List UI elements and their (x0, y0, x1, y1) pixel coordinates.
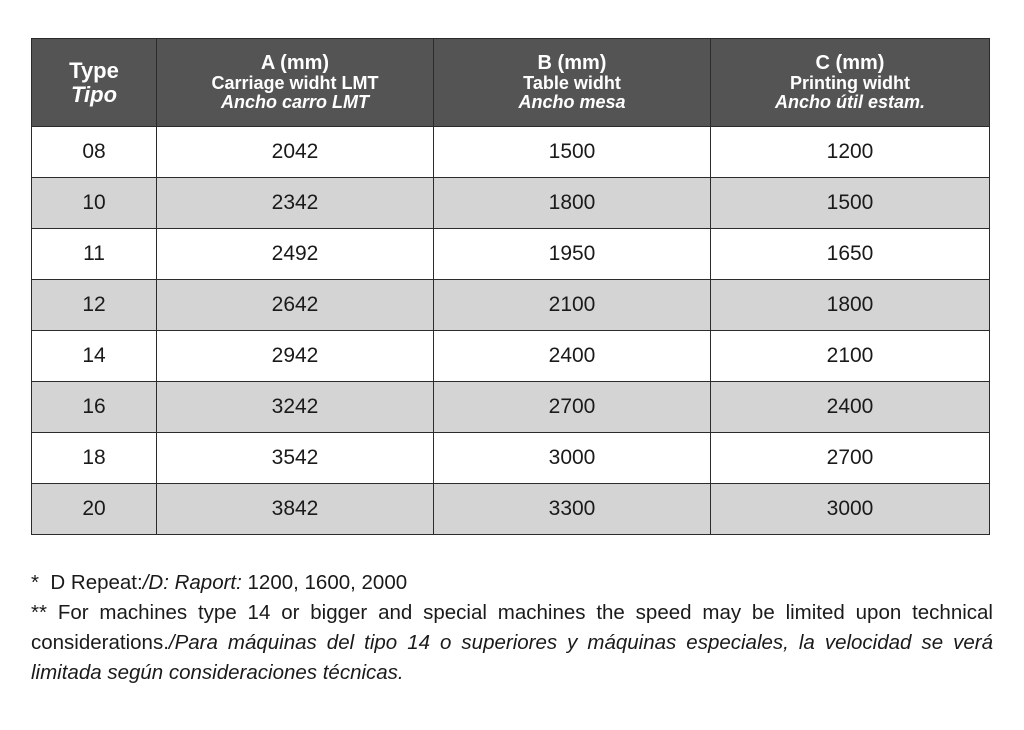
cell-c: 1500 (711, 178, 990, 229)
header-c-es: Ancho útil estam. (774, 92, 926, 112)
cell-c: 2700 (711, 433, 990, 484)
cell-b: 2700 (434, 382, 711, 433)
cell-a: 2942 (157, 331, 434, 382)
cell-type: 08 (32, 127, 157, 178)
header-c (711, 39, 990, 127)
dimensions-table (31, 38, 990, 535)
footnote-marker: ** (31, 601, 47, 624)
cell-b: 1500 (434, 127, 711, 178)
cell-b: 3000 (434, 433, 711, 484)
header-a-title: A (mm) (260, 52, 330, 75)
table-row (32, 280, 990, 331)
cell-c: 2400 (711, 382, 990, 433)
table-row (32, 229, 990, 280)
footnote-marker: * (31, 571, 39, 594)
table-row (32, 127, 990, 178)
header-c-en: Printing widht (790, 73, 910, 94)
header-a-en: Carriage widht LMT (211, 73, 379, 94)
cell-type: 11 (32, 229, 157, 280)
repeat-label-es: /D: Raport: (142, 571, 242, 594)
table-body (32, 127, 990, 535)
header-b-es: Ancho mesa (518, 92, 626, 112)
cell-a: 2642 (157, 280, 434, 331)
cell-a: 3542 (157, 433, 434, 484)
header-c-title: C (mm) (815, 52, 885, 75)
cell-b: 1950 (434, 229, 711, 280)
footnotes (31, 568, 993, 688)
header-type-en: Type (69, 58, 119, 84)
cell-b: 2100 (434, 280, 711, 331)
table-row (32, 178, 990, 229)
header-b-en: Table widht (523, 73, 621, 94)
table-header (32, 39, 990, 127)
cell-c: 1200 (711, 127, 990, 178)
cell-a: 2342 (157, 178, 434, 229)
cell-a: 3242 (157, 382, 434, 433)
speed-note-es: /Para máquinas del tipo 14 o superiores y máquinas especiales, la velocidad se verá limitada según consideraciones técnicas. (31, 631, 993, 684)
header-type (32, 39, 157, 127)
header-row (32, 39, 990, 127)
header-type-es: Tipo (70, 81, 118, 107)
table-row (32, 484, 990, 535)
cell-a: 2042 (157, 127, 434, 178)
cell-b: 3300 (434, 484, 711, 535)
cell-type: 20 (32, 484, 157, 535)
cell-b: 2400 (434, 331, 711, 382)
header-b (434, 39, 711, 127)
cell-c: 2100 (711, 331, 990, 382)
cell-type: 16 (32, 382, 157, 433)
header-a-es: Ancho carro LMT (220, 92, 369, 112)
cell-c: 1800 (711, 280, 990, 331)
cell-type: 12 (32, 280, 157, 331)
cell-type: 18 (32, 433, 157, 484)
cell-type: 14 (32, 331, 157, 382)
footnote-repeat (31, 568, 993, 598)
cell-a: 3842 (157, 484, 434, 535)
cell-c: 1650 (711, 229, 990, 280)
repeat-values: 1200, 1600, 2000 (247, 571, 408, 594)
repeat-label-en: D Repeat: (50, 571, 143, 594)
header-a (157, 39, 434, 127)
table-row (32, 433, 990, 484)
header-b-title: B (mm) (537, 52, 607, 75)
cell-type: 10 (32, 178, 157, 229)
cell-b: 1800 (434, 178, 711, 229)
table-row (32, 331, 990, 382)
cell-a: 2492 (157, 229, 434, 280)
cell-c: 3000 (711, 484, 990, 535)
speed-note-en: For machines type 14 or bigger and special machines the speed may be limited upon technical considerations. (31, 601, 993, 654)
footnote-speed (31, 598, 993, 688)
table-row (32, 382, 990, 433)
